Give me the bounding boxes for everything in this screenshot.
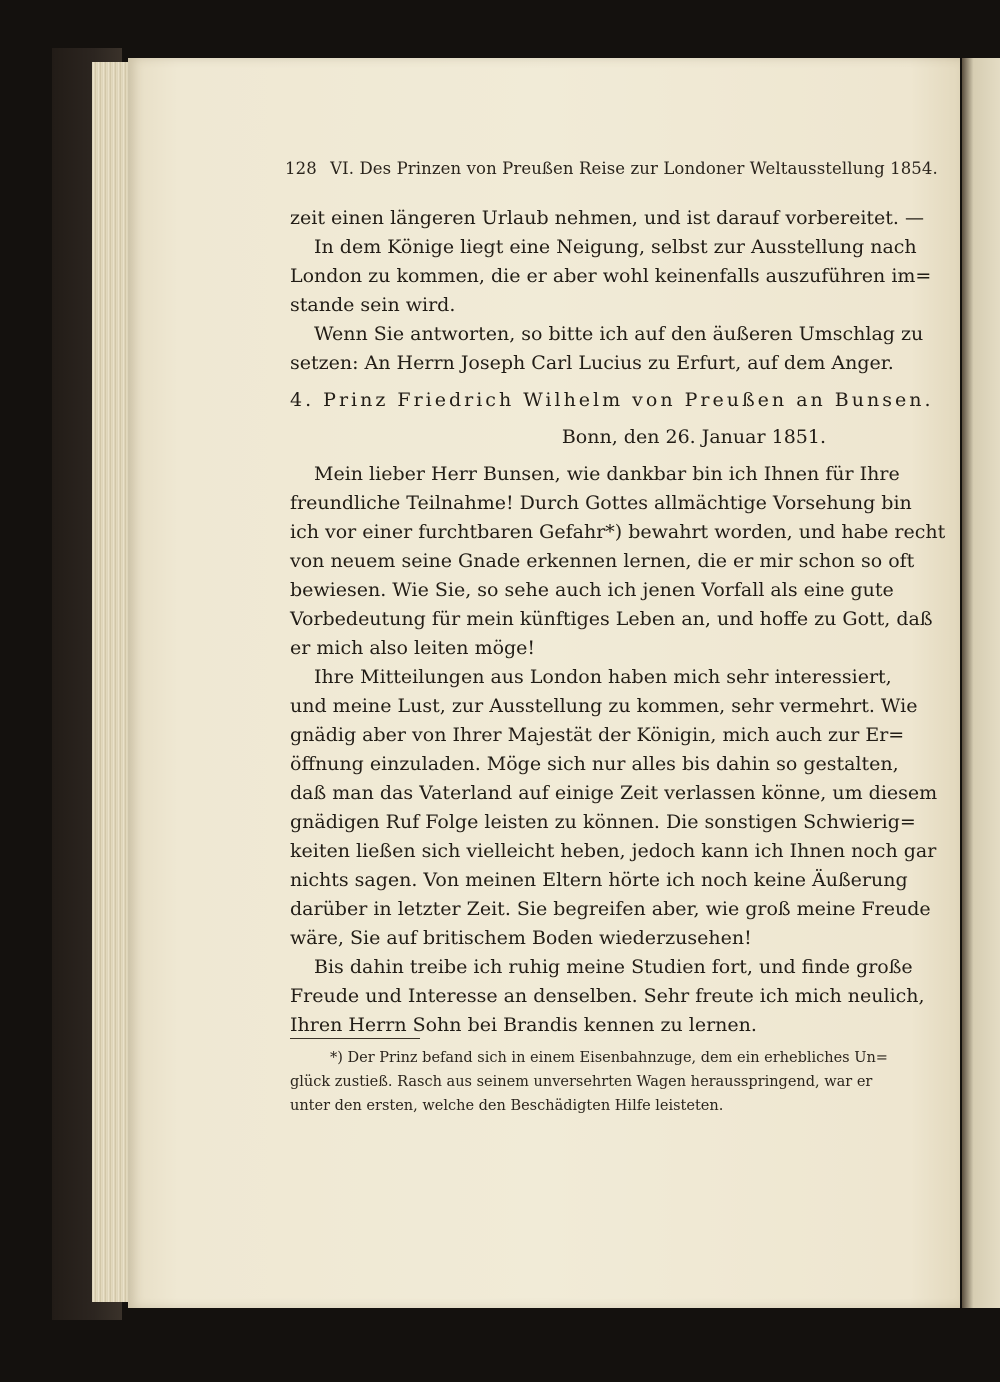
letter-dateline: Bonn, den 26. Januar 1851. <box>561 426 826 448</box>
footnote-line: *) Der Prinz befand sich in einem Eisenbahnzuge, dem ein erhebliches Un= <box>330 1050 888 1066</box>
text-line: stande sein wird. <box>290 294 456 316</box>
page-number: 128 <box>285 159 317 178</box>
text-line: und meine Lust, zur Ausstellung zu kommen, sehr vermehrt. Wie <box>290 695 918 717</box>
footnote-rule <box>290 1038 420 1039</box>
text-line: Ihre Mitteilungen aus London haben mich sehr interessiert, <box>314 666 892 688</box>
running-header <box>285 159 938 178</box>
text-line: nichts sagen. Von meinen Eltern hörte ich noch keine Äußerung <box>290 869 908 891</box>
text-line: zeit einen längeren Urlaub nehmen, und ist darauf vorbereitet. — <box>290 207 925 229</box>
text-line: von neuem seine Gnade erkennen lernen, die er mir schon so oft <box>290 550 915 572</box>
text-line: Bis dahin treibe ich ruhig meine Studien fort, und finde große <box>314 956 913 978</box>
footnote-line: glück zustieß. Rasch aus seinem unversehrten Wagen herausspringend, war er <box>290 1074 873 1090</box>
text-line: gnädig aber von Ihrer Majestät der Königin, mich auch zur Er= <box>290 724 905 746</box>
text-line: darüber in letzter Zeit. Sie begreifen aber, wie groß meine Freude <box>290 898 931 920</box>
text-line: Wenn Sie antworten, so bitte ich auf den äußeren Umschlag zu <box>314 323 924 345</box>
text-line: daß man das Vaterland auf einige Zeit verlassen könne, um diesem <box>290 782 938 804</box>
footnote <box>290 1046 888 1118</box>
text-line: gnädigen Ruf Folge leisten zu können. Die sonstigen Schwierig= <box>290 811 916 833</box>
text-line: setzen: An Herrn Joseph Carl Lucius zu Erfurt, auf dem Anger. <box>290 352 894 374</box>
text-line: ich vor einer furchtbaren Gefahr*) bewahrt worden, und habe recht <box>290 521 946 543</box>
text-line: wäre, Sie auf britischem Boden wiederzusehen! <box>290 927 752 949</box>
text-line: In dem Könige liegt eine Neigung, selbst zur Ausstellung nach <box>314 236 917 258</box>
text-line: freundliche Teilnahme! Durch Gottes allmächtige Vorsehung bin <box>290 492 912 514</box>
text-line: bewiesen. Wie Sie, so sehe auch ich jenen Vorfall als eine gute <box>290 579 894 601</box>
text-line: er mich also leiten möge! <box>290 637 536 659</box>
text-line: London zu kommen, die er aber wohl keinenfalls auszuführen im= <box>290 265 932 287</box>
text-line: Mein lieber Herr Bunsen, wie dankbar bin ich Ihnen für Ihre <box>314 463 900 485</box>
letter-heading: 4. Prinz Friedrich Wilhelm von Preußen an Bunsen. <box>290 389 934 411</box>
body-text <box>290 204 946 1040</box>
text-line: keiten ließen sich vielleicht heben, jedoch kann ich Ihnen noch gar <box>290 840 937 862</box>
text-line: Freude und Interesse an denselben. Sehr freute ich mich neulich, <box>290 985 925 1007</box>
text-line: Vorbedeutung für mein künftiges Leben an, und hoffe zu Gott, daß <box>290 608 933 630</box>
footnote-line: unter den ersten, welche den Beschädigten Hilfe leisteten. <box>290 1098 724 1114</box>
running-title: VI. Des Prinzen von Preußen Reise zur Londoner Weltausstellung 1854. <box>330 159 938 178</box>
text-line: Ihren Herrn Sohn bei Brandis kennen zu lernen. <box>290 1014 757 1036</box>
next-page-edge <box>962 58 1000 1308</box>
text-line: öffnung einzuladen. Möge sich nur alles bis dahin so gestalten, <box>290 753 899 775</box>
